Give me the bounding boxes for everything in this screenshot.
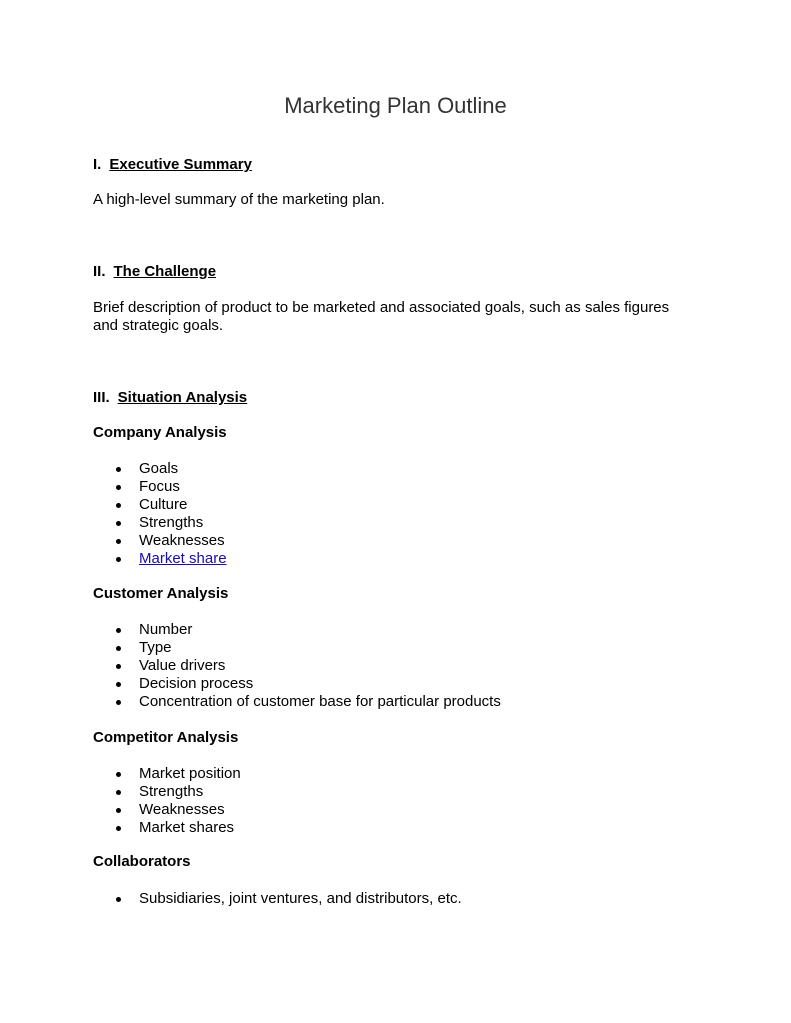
- bullet-icon: [116, 808, 121, 813]
- customer-analysis-heading: Customer Analysis: [93, 585, 229, 602]
- list-item: Value drivers: [93, 657, 501, 675]
- collaborators-heading: Collaborators: [93, 853, 191, 870]
- list-item: Weaknesses: [93, 801, 241, 819]
- section-title: The Challenge: [113, 263, 217, 280]
- section-number: III.: [93, 389, 110, 406]
- challenge-text-line-1: Brief description of product to be marketed and associated goals, such as sales figures: [93, 299, 670, 316]
- section-title: Executive Summary: [109, 156, 252, 173]
- bullet-icon: [116, 467, 121, 472]
- section-number: II.: [93, 263, 106, 280]
- list-item: Strengths: [93, 783, 241, 801]
- list-item: Strengths: [93, 514, 227, 532]
- executive-summary-text: A high-level summary of the marketing plan.: [93, 191, 385, 208]
- section-heading-executive-summary: [93, 156, 252, 174]
- list-item: Focus: [93, 478, 227, 496]
- bullet-icon: [116, 503, 121, 508]
- challenge-text-line-2: and strategic goals.: [93, 317, 224, 334]
- bullet-icon: [116, 790, 121, 795]
- list-item: Goals: [93, 460, 227, 478]
- list-item: Subsidiaries, joint ventures, and distributors, etc.: [93, 890, 462, 908]
- list-item: Number: [93, 621, 501, 639]
- bullet-icon: [116, 826, 121, 831]
- company-analysis-heading: Company Analysis: [93, 424, 227, 441]
- bullet-icon: [116, 539, 121, 544]
- list-item: Culture: [93, 496, 227, 514]
- competitor-analysis-list: [93, 765, 241, 837]
- bullet-icon: [116, 646, 121, 651]
- bullet-icon: [116, 772, 121, 777]
- bullet-icon: [116, 521, 121, 526]
- bullet-icon: [116, 664, 121, 669]
- page-title: Marketing Plan Outline: [284, 93, 507, 118]
- section-title: Situation Analysis: [117, 389, 248, 406]
- list-item: Concentration of customer base for particular products: [93, 693, 501, 711]
- section-number: I.: [93, 156, 102, 173]
- bullet-icon: [116, 682, 121, 687]
- company-analysis-list: [93, 460, 227, 568]
- section-heading-challenge: [93, 263, 216, 281]
- list-item: [93, 550, 227, 568]
- competitor-analysis-heading: Competitor Analysis: [93, 729, 239, 746]
- list-item: Market shares: [93, 819, 241, 837]
- market-share-link[interactable]: Market share: [139, 550, 227, 567]
- customer-analysis-list: [93, 621, 501, 711]
- bullet-icon: [116, 628, 121, 633]
- bullet-icon: [116, 897, 121, 902]
- list-item: Market position: [93, 765, 241, 783]
- list-item: Decision process: [93, 675, 501, 693]
- collaborators-list: [93, 890, 462, 908]
- bullet-icon: [116, 557, 121, 562]
- list-item: Type: [93, 639, 501, 657]
- bullet-icon: [116, 700, 121, 705]
- bullet-icon: [116, 485, 121, 490]
- list-item: Weaknesses: [93, 532, 227, 550]
- section-heading-situation-analysis: [93, 389, 247, 407]
